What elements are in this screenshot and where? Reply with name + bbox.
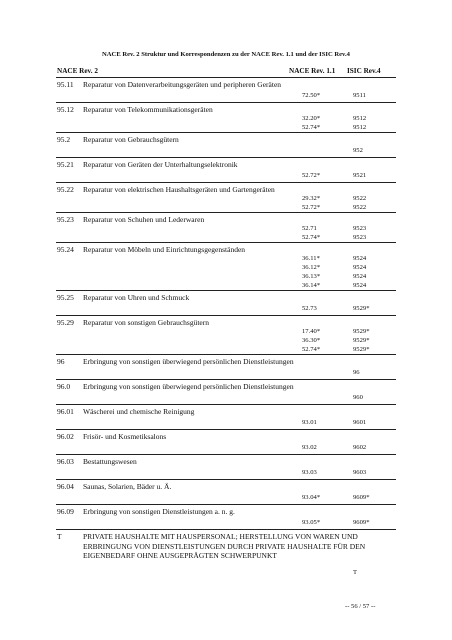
isic-value: 9609* bbox=[353, 494, 370, 501]
entry-code: 95.24 bbox=[57, 245, 74, 254]
table-row bbox=[56, 183, 396, 213]
entry-code: 96.0 bbox=[57, 382, 71, 391]
nace11-value: 52.74* bbox=[302, 124, 321, 131]
correspondence-row bbox=[56, 114, 396, 123]
entry-heading bbox=[56, 183, 396, 194]
nace11-value: 52.73 bbox=[302, 305, 317, 312]
isic-value: 9524 bbox=[353, 255, 367, 262]
table-row bbox=[56, 316, 396, 355]
correspondence-row bbox=[56, 203, 396, 212]
entry-code: 96 bbox=[57, 357, 65, 366]
entry-description: Reparatur von Gebrauchsgütern bbox=[83, 135, 179, 144]
isic-value: 9609* bbox=[353, 519, 370, 526]
entry-code: T bbox=[57, 532, 62, 541]
entry-heading bbox=[56, 103, 396, 114]
entry-heading bbox=[56, 158, 396, 169]
table-row bbox=[56, 78, 396, 103]
correspondence-row bbox=[56, 123, 396, 132]
isic-value: 9522 bbox=[353, 204, 367, 211]
nace11-value: 36.30* bbox=[302, 337, 321, 344]
entry-description: Erbringung von sonstigen überwiegend persönlichen Dienstleistungen bbox=[83, 357, 294, 366]
table-row bbox=[56, 480, 396, 505]
correspondence-row bbox=[56, 516, 396, 529]
table-row bbox=[56, 133, 396, 158]
correspondence-row bbox=[56, 466, 396, 479]
nace11-value: 36.11* bbox=[302, 255, 320, 262]
nace11-value: 93.01 bbox=[302, 419, 317, 426]
correspondence-row bbox=[56, 391, 396, 404]
entry-heading bbox=[56, 291, 396, 302]
entry-code: 95.11 bbox=[57, 80, 74, 89]
entry-heading bbox=[56, 505, 396, 516]
nace11-value: 93.03 bbox=[302, 469, 317, 476]
correspondence-row bbox=[56, 233, 396, 242]
entry-heading bbox=[56, 405, 396, 416]
nace11-value: 52.72* bbox=[302, 204, 321, 211]
table-row bbox=[56, 213, 396, 243]
isic-value: 952 bbox=[353, 147, 363, 154]
isic-value: 96 bbox=[353, 369, 360, 376]
entry-code: 95.23 bbox=[57, 215, 74, 224]
entry-description: Saunas, Solarien, Bäder u. Ä. bbox=[83, 482, 172, 491]
isic-value: 9521 bbox=[353, 172, 367, 179]
column-header-nace2: NACE Rev. 2 bbox=[57, 67, 98, 75]
entry-heading bbox=[56, 480, 396, 491]
entry-code: 95.22 bbox=[57, 185, 74, 194]
entry-heading bbox=[56, 213, 396, 224]
entry-description: PRIVATE HAUSHALTE MIT HAUSPERSONAL; HERSTELLUNG VON WAREN UND ERBRINGUNG VON DIENSTLEISTUNGEN DURCH PRIVATE HAUSHALTE FÜR DEN EIGENBEDARF OHNE AUSGEPRÄGTEN SCHWERPUNKT bbox=[83, 532, 366, 561]
nace11-value: 52.74* bbox=[302, 346, 321, 353]
entry-description: Reparatur von Möbeln und Einrichtungsgegenständen bbox=[83, 245, 246, 254]
entry-heading bbox=[56, 78, 396, 89]
nace11-value: 93.02 bbox=[302, 444, 317, 451]
nace11-value: 52.72* bbox=[302, 172, 321, 179]
column-header-nace11: NACE Rev. 1.1 bbox=[289, 67, 336, 75]
nace11-value: 52.74* bbox=[302, 234, 321, 241]
isic-value: 9529* bbox=[353, 305, 370, 312]
correspondence-row bbox=[56, 336, 396, 345]
entry-description: Frisör- und Kosmetiksalons bbox=[83, 432, 167, 441]
correspondence-row bbox=[56, 194, 396, 203]
nace11-value: 36.14* bbox=[302, 282, 321, 289]
entry-heading bbox=[56, 355, 396, 366]
correspondence-row bbox=[56, 89, 396, 102]
nace11-value: 93.04* bbox=[302, 494, 321, 501]
isic-value: 9529* bbox=[353, 337, 370, 344]
table-row bbox=[56, 405, 396, 430]
page-number: -- 56 / 57 -- bbox=[345, 603, 376, 610]
entry-heading bbox=[56, 380, 396, 391]
table-row bbox=[56, 291, 396, 316]
entry-heading bbox=[56, 243, 396, 254]
entry-description: Reparatur von elektrischen Haushaltsgeräten und Gartengeräten bbox=[83, 185, 275, 194]
isic-value: 9522 bbox=[353, 195, 367, 202]
nace11-value: 32.20* bbox=[302, 115, 321, 122]
correspondence-row bbox=[56, 327, 396, 336]
correspondence-row bbox=[56, 491, 396, 504]
entry-code: 95.25 bbox=[57, 293, 74, 302]
isic-value: 9512 bbox=[353, 124, 367, 131]
entry-heading bbox=[56, 430, 396, 441]
correspondence-table bbox=[56, 63, 396, 582]
isic-value: 9601 bbox=[353, 419, 367, 426]
nace11-value: 72.50* bbox=[302, 92, 321, 99]
entry-heading bbox=[56, 133, 396, 144]
entry-description: Bestattungswesen bbox=[83, 457, 137, 466]
table-row bbox=[56, 243, 396, 291]
correspondence-row bbox=[56, 254, 396, 263]
table-row bbox=[56, 355, 396, 380]
isic-value: T bbox=[353, 569, 358, 576]
table-row bbox=[56, 380, 396, 405]
correspondence-row bbox=[56, 144, 396, 157]
correspondence-row bbox=[56, 366, 396, 379]
isic-value: 9524 bbox=[353, 273, 367, 280]
isic-value: 9512 bbox=[353, 115, 367, 122]
table-row bbox=[56, 455, 396, 480]
correspondence-row bbox=[56, 302, 396, 315]
entry-description: Reparatur von Telekommunikationsgeräten bbox=[83, 105, 213, 114]
correspondence-row bbox=[56, 416, 396, 429]
entry-code: 96.09 bbox=[57, 507, 74, 516]
isic-value: 9511 bbox=[353, 92, 366, 99]
nace11-value: 52.71 bbox=[302, 225, 317, 232]
table-row-final bbox=[56, 530, 396, 582]
table-row bbox=[56, 103, 396, 133]
isic-value: 9524 bbox=[353, 264, 367, 271]
isic-value: 9523 bbox=[353, 234, 367, 241]
isic-value: 9523 bbox=[353, 225, 367, 232]
nace11-value: 29.32* bbox=[302, 195, 321, 202]
entry-description: Reparatur von Geräten der Unterhaltungselektronik bbox=[83, 160, 238, 169]
entry-code: 95.29 bbox=[57, 318, 74, 327]
isic-value: 9529* bbox=[353, 328, 370, 335]
entry-code: 95.21 bbox=[57, 160, 74, 169]
correspondence-row bbox=[56, 441, 396, 454]
page-title: NACE Rev. 2 Struktur und Korrespondenzen zu der NACE Rev. 1.1 und der ISIC Rev.4 bbox=[102, 51, 350, 58]
entry-heading bbox=[56, 316, 396, 327]
table-row bbox=[56, 505, 396, 530]
isic-value: 9529* bbox=[353, 346, 370, 353]
entry-description: Reparatur von Schuhen und Lederwaren bbox=[83, 215, 205, 224]
correspondence-row bbox=[56, 345, 396, 354]
isic-value: 9602 bbox=[353, 444, 367, 451]
entry-description: Erbringung von sonstigen Dienstleistungen a. n. g. bbox=[83, 507, 235, 516]
nace11-value: 36.12* bbox=[302, 264, 321, 271]
entry-description: Reparatur von Uhren und Schmuck bbox=[83, 293, 190, 302]
entry-code: 96.03 bbox=[57, 457, 74, 466]
entry-code: 96.02 bbox=[57, 432, 74, 441]
entry-description: Reparatur von sonstigen Gebrauchsgütern bbox=[83, 318, 210, 327]
nace11-value: 36.13* bbox=[302, 273, 321, 280]
correspondence-row bbox=[56, 281, 396, 290]
isic-value: 9603 bbox=[353, 469, 367, 476]
nace11-value: 17.40* bbox=[302, 328, 321, 335]
isic-value: 9524 bbox=[353, 282, 367, 289]
table-row bbox=[56, 430, 396, 455]
table-body bbox=[56, 78, 396, 530]
entry-code: 96.01 bbox=[57, 407, 74, 416]
correspondence-row bbox=[56, 224, 396, 233]
entry-heading bbox=[56, 455, 396, 466]
entry-code: 95.12 bbox=[57, 105, 74, 114]
correspondence-row bbox=[56, 272, 396, 281]
entry-description: Wäscherei und chemische Reinigung bbox=[83, 407, 195, 416]
entry-code: 95.2 bbox=[57, 135, 71, 144]
correspondence-row bbox=[56, 263, 396, 272]
column-header-isic4: ISIC Rev.4 bbox=[347, 67, 381, 75]
table-header bbox=[56, 63, 396, 78]
correspondence-row bbox=[56, 169, 396, 182]
entry-description: Reparatur von Datenverarbeitungsgeräten und peripheren Geräten bbox=[83, 80, 282, 89]
entry-code: 96.04 bbox=[57, 482, 74, 491]
table-row bbox=[56, 158, 396, 183]
isic-value: 960 bbox=[353, 394, 363, 401]
nace11-value: 93.05* bbox=[302, 519, 321, 526]
entry-description: Erbringung von sonstigen überwiegend persönlichen Dienstleistungen bbox=[83, 382, 294, 391]
